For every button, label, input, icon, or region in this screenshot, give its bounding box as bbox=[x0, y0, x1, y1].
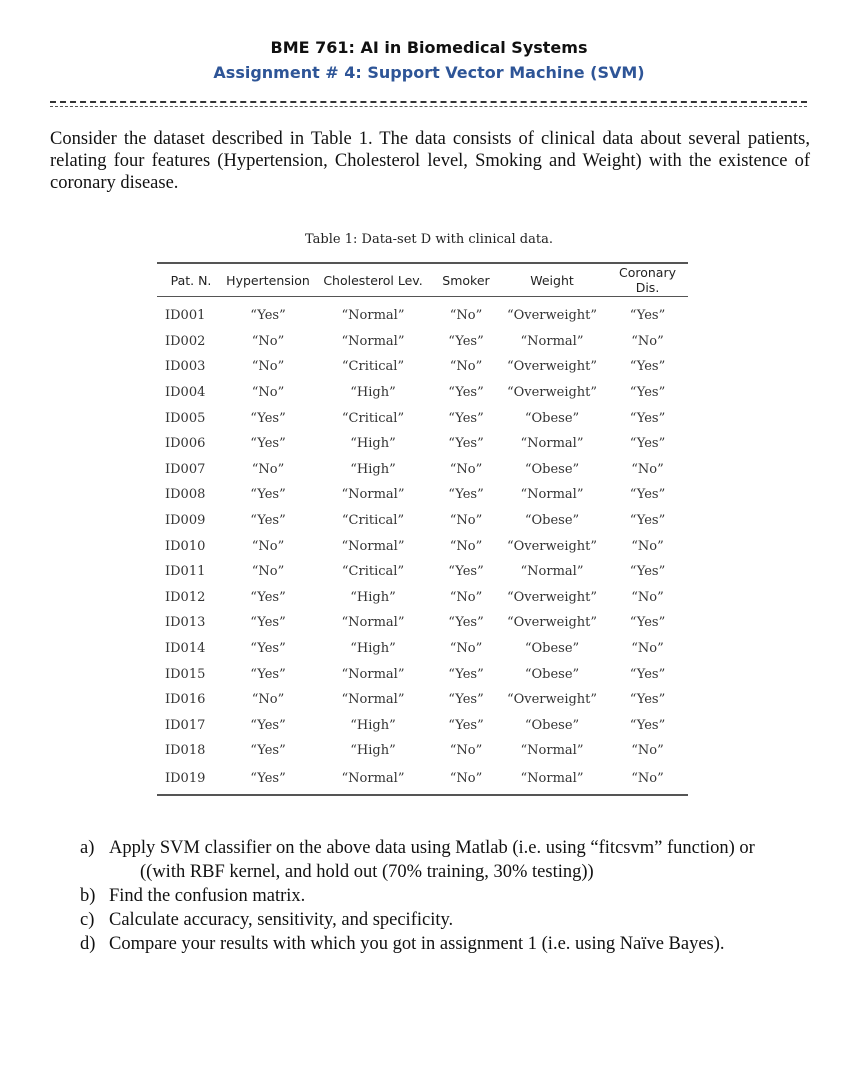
table-cell: ID009 bbox=[165, 513, 206, 529]
table-cell: “Yes” bbox=[250, 666, 286, 682]
table-cell: ID012 bbox=[165, 589, 206, 605]
table-cell: “Overweight” bbox=[506, 308, 598, 324]
table-cell: “Yes” bbox=[448, 487, 484, 503]
table-cell: “Critical” bbox=[341, 410, 405, 426]
table-cell: ID016 bbox=[165, 692, 206, 708]
table-cell: “Yes” bbox=[250, 308, 286, 324]
table-cell: ID017 bbox=[165, 717, 206, 733]
question-label: b) bbox=[80, 886, 96, 906]
table-row bbox=[157, 380, 688, 406]
table-cell: “Yes” bbox=[250, 743, 286, 759]
table-cell: “Overweight” bbox=[506, 692, 598, 708]
table-cell: “Normal” bbox=[341, 692, 405, 708]
table-cell: “Yes” bbox=[448, 666, 484, 682]
column-header: Smoker bbox=[435, 263, 497, 297]
table-row bbox=[157, 482, 688, 508]
table-cell: “Normal” bbox=[341, 538, 405, 554]
table-cell: ID008 bbox=[165, 487, 206, 503]
table-cell: “No” bbox=[449, 743, 483, 759]
table-caption: Table 1: Data-set D with clinical data. bbox=[305, 232, 553, 247]
table-row bbox=[157, 764, 688, 795]
table-cell: “Normal” bbox=[520, 743, 584, 759]
table-row bbox=[157, 405, 688, 431]
table-cell: ID013 bbox=[165, 615, 206, 631]
table-cell: “Yes” bbox=[448, 385, 484, 401]
table-cell: “Yes” bbox=[250, 487, 286, 503]
intro-paragraph: Consider the dataset described in Table 1. The data consists of clinical data about several patients, relating four features (Hypertension, Cholesterol level, Smoking and Weight) with the existence of coronary disease. bbox=[50, 129, 810, 193]
table-cell: “Normal” bbox=[341, 666, 405, 682]
table-cell: “Normal” bbox=[520, 333, 584, 349]
table-cell: “Normal” bbox=[341, 333, 405, 349]
table-cell: ID003 bbox=[165, 359, 206, 375]
table-cell: “Overweight” bbox=[506, 615, 598, 631]
table-row bbox=[157, 329, 688, 355]
column-header: Cholesterol Lev. bbox=[311, 263, 435, 297]
table-cell: “No” bbox=[449, 308, 483, 324]
table-cell: “High” bbox=[350, 461, 396, 477]
table-cell: “Yes” bbox=[629, 308, 666, 324]
table-cell: “Yes” bbox=[250, 410, 286, 426]
table-cell: “No” bbox=[251, 359, 285, 375]
table-cell: “Yes” bbox=[448, 615, 484, 631]
table-row bbox=[157, 431, 688, 457]
table-cell: “Overweight” bbox=[506, 589, 598, 605]
table-cell: “Critical” bbox=[341, 513, 405, 529]
divider bbox=[50, 101, 807, 103]
table-cell: “Obese” bbox=[524, 461, 580, 477]
table-cell: “Yes” bbox=[250, 641, 286, 657]
question-text: Find the confusion matrix. bbox=[109, 886, 306, 906]
table-cell: “Yes” bbox=[250, 717, 286, 733]
table-cell: ID004 bbox=[165, 385, 206, 401]
table-cell: “No” bbox=[251, 461, 285, 477]
course-title: BME 761: AI in Biomedical Systems bbox=[270, 38, 588, 57]
table-cell: “Obese” bbox=[524, 410, 580, 426]
table-row bbox=[157, 297, 688, 329]
table-cell: “High” bbox=[350, 641, 396, 657]
table-cell: “Overweight” bbox=[506, 385, 598, 401]
question-d bbox=[80, 932, 815, 956]
table-cell: “Yes” bbox=[448, 692, 484, 708]
table-cell: “Yes” bbox=[629, 717, 666, 733]
table-cell: ID010 bbox=[165, 538, 206, 554]
table-cell: “No” bbox=[631, 461, 664, 477]
column-header: Pat. N. bbox=[157, 263, 225, 297]
table-cell: ID014 bbox=[165, 641, 206, 657]
table-row bbox=[157, 636, 688, 662]
question-label: a) bbox=[80, 838, 95, 858]
table-row bbox=[157, 661, 688, 687]
table-cell: “No” bbox=[449, 538, 483, 554]
table-row bbox=[157, 687, 688, 713]
question-c bbox=[80, 908, 815, 932]
table-cell: “Normal” bbox=[311, 764, 435, 795]
divider bbox=[50, 106, 807, 107]
table-row bbox=[157, 585, 688, 611]
table-cell: “Critical” bbox=[341, 564, 405, 580]
table-cell: ID005 bbox=[165, 410, 206, 426]
column-header: Hypertension bbox=[225, 263, 311, 297]
table-cell: “Critical” bbox=[341, 359, 405, 375]
question-label: d) bbox=[80, 934, 96, 954]
table-cell: “Yes” bbox=[250, 436, 286, 452]
dataset-table bbox=[157, 262, 688, 796]
table-cell: ID011 bbox=[165, 564, 206, 580]
table-cell: ID002 bbox=[165, 333, 206, 349]
table-cell: “No” bbox=[449, 513, 483, 529]
question-label: c) bbox=[80, 910, 95, 930]
table-row bbox=[157, 610, 688, 636]
table-cell: “Normal” bbox=[520, 564, 584, 580]
table-cell: “Yes” bbox=[629, 487, 666, 503]
table-cell: “Yes” bbox=[448, 564, 484, 580]
table-row bbox=[157, 533, 688, 559]
table-cell: “Normal” bbox=[520, 487, 584, 503]
table-cell: “Yes” bbox=[629, 513, 666, 529]
table-row bbox=[157, 508, 688, 534]
table-cell: “Yes” bbox=[629, 666, 666, 682]
table-cell: ID019 bbox=[157, 764, 225, 795]
table-cell: “Yes” bbox=[250, 513, 286, 529]
column-header: Coronary Dis. bbox=[607, 263, 688, 297]
table-row bbox=[157, 354, 688, 380]
table-cell: “Yes” bbox=[448, 410, 484, 426]
table-cell: ID018 bbox=[165, 743, 206, 759]
question-b bbox=[80, 884, 815, 908]
table-cell: “Overweight” bbox=[506, 359, 598, 375]
column-header: Weight bbox=[497, 263, 607, 297]
table-cell: “Normal” bbox=[341, 308, 405, 324]
table-cell: “No” bbox=[631, 538, 664, 554]
table-cell: “Obese” bbox=[524, 641, 580, 657]
question-text: Apply SVM classifier on the above data using Matlab (i.e. using “fitcsvm” function) or bbox=[109, 838, 755, 858]
table-cell: “Yes” bbox=[629, 359, 666, 375]
table-cell: “Yes” bbox=[225, 764, 311, 795]
table-header-row bbox=[157, 263, 688, 297]
table-cell: “No” bbox=[435, 764, 497, 795]
table-cell: “High” bbox=[350, 589, 396, 605]
question-list bbox=[80, 836, 815, 956]
table-cell: “Normal” bbox=[341, 615, 405, 631]
table-cell: “No” bbox=[449, 589, 483, 605]
table-cell: “Yes” bbox=[250, 589, 286, 605]
table-cell: “Obese” bbox=[524, 666, 580, 682]
table-row bbox=[157, 559, 688, 585]
table-cell: “No” bbox=[607, 764, 688, 795]
table-cell: “No” bbox=[251, 333, 285, 349]
table-cell: ID007 bbox=[165, 461, 206, 477]
question-a-continuation: ((with RBF kernel, and hold out (70% training, 30% testing)) bbox=[140, 862, 594, 882]
assignment-title: Assignment # 4: Support Vector Machine (SVM) bbox=[213, 63, 645, 82]
table-cell: “Yes” bbox=[629, 692, 666, 708]
table-row bbox=[157, 457, 688, 483]
table-cell: “High” bbox=[350, 743, 396, 759]
table-cell: “Yes” bbox=[448, 436, 484, 452]
table-cell: ID006 bbox=[165, 436, 206, 452]
table-cell: “Yes” bbox=[629, 564, 666, 580]
table-cell: “Normal” bbox=[520, 436, 584, 452]
question-text: Compare your results with which you got in assignment 1 (i.e. using Naïve Bayes). bbox=[109, 934, 725, 954]
table-cell: ID015 bbox=[165, 666, 206, 682]
table-cell: “No” bbox=[631, 743, 664, 759]
table-cell: “No” bbox=[449, 359, 483, 375]
table-row bbox=[157, 738, 688, 764]
table-cell: “Yes” bbox=[250, 615, 286, 631]
table-cell: “Yes” bbox=[448, 333, 484, 349]
table-row bbox=[157, 713, 688, 739]
table-cell: “Yes” bbox=[448, 717, 484, 733]
table-cell: “No” bbox=[251, 692, 285, 708]
table-cell: “Yes” bbox=[629, 385, 666, 401]
question-a bbox=[80, 836, 815, 860]
table-cell: “No” bbox=[251, 385, 285, 401]
table-cell: “No” bbox=[251, 564, 285, 580]
table-cell: “Overweight” bbox=[506, 538, 598, 554]
question-text: Calculate accuracy, sensitivity, and specificity. bbox=[109, 910, 454, 930]
table-cell: “Yes” bbox=[629, 615, 666, 631]
table-cell: “Obese” bbox=[524, 717, 580, 733]
table-cell: “No” bbox=[631, 589, 664, 605]
table-cell: “Normal” bbox=[341, 487, 405, 503]
table-cell: “Yes” bbox=[629, 410, 666, 426]
table-cell: “High” bbox=[350, 717, 396, 733]
table-cell: “Yes” bbox=[629, 436, 666, 452]
table-cell: “Normal” bbox=[497, 764, 607, 795]
table-cell: “High” bbox=[350, 385, 396, 401]
table-cell: “No” bbox=[631, 333, 664, 349]
table-cell: “High” bbox=[350, 436, 396, 452]
table-cell: “Obese” bbox=[524, 513, 580, 529]
table-cell: ID001 bbox=[165, 308, 206, 324]
table-cell: “No” bbox=[449, 461, 483, 477]
table-cell: “No” bbox=[449, 641, 483, 657]
table-cell: “No” bbox=[251, 538, 285, 554]
table-cell: “No” bbox=[631, 641, 664, 657]
